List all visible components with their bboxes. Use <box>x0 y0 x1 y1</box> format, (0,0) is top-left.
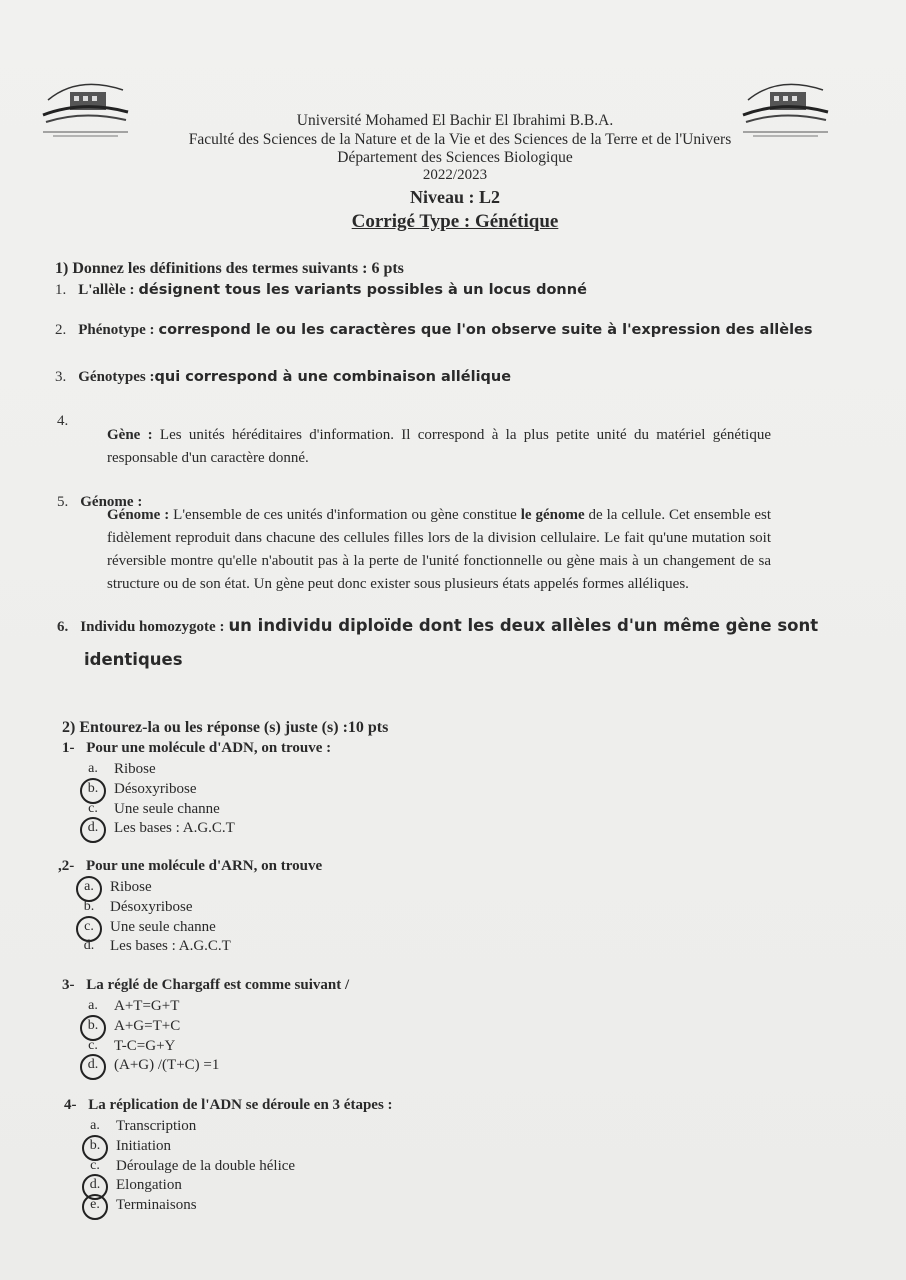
option-text: Les bases : A.G.C.T <box>110 938 231 955</box>
faculty-name: Faculté des Sciences de la Nature et de la Vie et des Sciences de la Terre et de l'Univers <box>188 131 732 148</box>
option-text-correct: Ribose <box>110 879 152 895</box>
definition-3: 3. Génotypes :qui correspond à une combinaison allélique <box>55 369 512 385</box>
definition-6-continued: identiques <box>84 650 183 669</box>
option-text: Une seule channe <box>114 800 220 817</box>
document-title: Corrigé Type : Génétique <box>351 211 559 232</box>
option-letter: a. <box>84 879 94 894</box>
option-letter: d. <box>87 820 99 836</box>
option-letter: e. <box>90 1197 100 1213</box>
answer-circle <box>82 1194 108 1220</box>
option-text: T-C=G+Y <box>114 1037 176 1054</box>
department-name: Département des Sciences Biologique <box>337 149 573 166</box>
option-text-correct: Elongation <box>116 1177 182 1194</box>
option-text-correct: (A+G) /(T+C) =1 <box>114 1057 220 1074</box>
section2-title: 2) Entourez-la ou les réponse (s) juste (s) :10 pts <box>62 719 389 736</box>
question-number: 3- <box>62 977 75 993</box>
option-letter: b. <box>83 898 95 914</box>
option-letter: a. <box>88 998 98 1013</box>
university-logo-left <box>38 70 133 140</box>
question-number: ,2- <box>58 858 75 874</box>
question-1 <box>62 740 331 757</box>
answer-circle <box>80 1054 106 1080</box>
option-text: A+T=G+T <box>114 998 180 1014</box>
option-text: Déroulage de la double hélice <box>116 1157 296 1174</box>
definition-5: Génome : L'ensemble de ces unités d'information ou gène constitue le génome de la cellule. Cet ensemble est fidèlement reproduit dans chacune des cellules filles lors de la division cellulaire. Le fait qu'une mutation soit réversible montre qu'elle n'aboutit pas à la perte de l'unité fonctionnelle ou gène mais à un changement de sa structure ou de son état. Un gène peut donc exister sous plusieurs états appelés formes alléliques. <box>107 507 771 592</box>
option-text: Transcription <box>116 1118 197 1134</box>
university-name: Université Mohamed El Bachir El Ibrahimi B.B.A. <box>296 112 614 129</box>
definition-4: Gène : Les unités héréditaires d'information. Il correspond à la plus petite unité du matériel génétique responsable d'un caractère donné. <box>107 427 771 466</box>
option-letter: a. <box>88 761 98 776</box>
question-number: 1- <box>62 740 75 756</box>
option-letter: c. <box>90 1157 100 1173</box>
definition-1: 1. L'allèle : désignent tous les variants possibles à un locus donné <box>55 282 587 298</box>
option-letter: b. <box>89 1137 101 1153</box>
definition-2: 2. Phénotype : correspond le ou les caractères que l'on observe suite à l'expression des allèles <box>55 322 813 338</box>
question-2 <box>58 858 322 875</box>
option-letter: c. <box>88 1037 98 1053</box>
option-letter: a. <box>90 1118 100 1133</box>
option-letter: b. <box>87 780 99 796</box>
section1-title: 1) Donnez les définitions des termes suivants : 6 pts <box>55 260 404 277</box>
option-text-correct: Initiation <box>116 1137 171 1154</box>
answer-circle <box>80 817 106 843</box>
option-text-correct: Les bases : A.G.C.T <box>114 820 235 837</box>
question-text: Pour une molécule d'ADN, on trouve : <box>82 740 332 756</box>
option-text-correct: Une seule channe <box>110 918 216 935</box>
option-letter: d. <box>87 1057 99 1073</box>
definition-5-heading: 5. Génome : <box>57 494 143 510</box>
question-3 <box>62 977 349 994</box>
academic-year: 2022/2023 <box>422 167 488 183</box>
option-text-correct: A+G=T+C <box>114 1017 181 1034</box>
option-text: Désoxyribose <box>110 898 193 915</box>
option-text-correct: Terminaisons <box>116 1197 197 1214</box>
option-letter: b. <box>87 1017 99 1033</box>
option-letter: d. <box>83 938 95 954</box>
option-text-correct: Désoxyribose <box>114 780 197 797</box>
question-number: 4- <box>64 1097 77 1113</box>
question-4 <box>64 1097 393 1114</box>
definition-6: 6. Individu homozygote : un individu diploïde dont les deux allèles d'un même gène sont <box>57 616 819 635</box>
option-letter: c. <box>84 918 94 934</box>
option-letter: c. <box>88 800 98 816</box>
definition-4-number: 4. <box>57 413 69 429</box>
question-text: La réplication de l'ADN se déroule en 3 étapes : <box>84 1097 393 1113</box>
option-text: Ribose <box>114 761 156 777</box>
level: Niveau : L2 <box>410 187 500 207</box>
question-text: Pour une molécule d'ARN, on trouve <box>82 858 323 874</box>
question-text: La réglé de Chargaff est comme suivant / <box>82 977 350 993</box>
option-letter: d. <box>89 1177 101 1193</box>
